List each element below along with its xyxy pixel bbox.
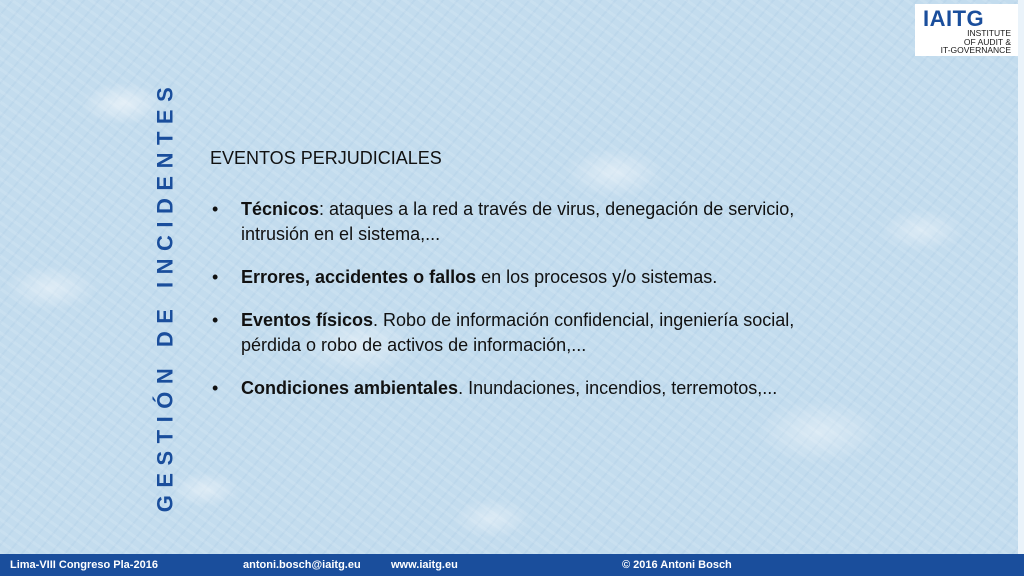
bullet-item-tecnicos bbox=[210, 197, 850, 247]
bullet-icon: • bbox=[212, 310, 219, 330]
footer-website[interactable]: www.iaitg.eu bbox=[391, 559, 458, 571]
logo-subtitle bbox=[941, 29, 1011, 55]
bullet-icon: • bbox=[212, 267, 219, 287]
iaitg-logo bbox=[915, 4, 1018, 56]
logo-line-1: INSTITUTE bbox=[967, 28, 1011, 38]
bullet-bold: Errores, accidentes o fallos bbox=[241, 267, 477, 287]
slide-content bbox=[210, 146, 850, 419]
footer-copyright: © 2016 Antoni Bosch bbox=[622, 559, 732, 571]
bullet-item-condiciones bbox=[210, 376, 850, 401]
bullet-list bbox=[210, 197, 850, 401]
bullet-text: : ataques a la red a través de virus, denegación de servicio, intrusión en el sistema,... bbox=[241, 199, 795, 244]
section-title-text: GESTIÓN DE INCIDENTES bbox=[152, 79, 178, 513]
bullet-bold: Condiciones ambientales bbox=[241, 378, 459, 398]
bullet-item-eventos-fisicos bbox=[210, 308, 850, 358]
bullet-item-errores bbox=[210, 265, 850, 290]
bullet-text: en los procesos y/o sistemas. bbox=[476, 267, 718, 287]
logo-mark: IAITG bbox=[923, 6, 985, 31]
bullet-bold: Técnicos bbox=[241, 199, 320, 219]
bullet-text: . Robo de información confidencial, ingeniería social, pérdida o robo de activos de información,... bbox=[241, 310, 795, 355]
bullet-icon: • bbox=[212, 378, 219, 398]
footer-email[interactable]: antoni.bosch@iaitg.eu bbox=[243, 559, 361, 571]
bullet-bold: Eventos físicos bbox=[241, 310, 374, 330]
bullet-text: . Inundaciones, incendios, terremotos,... bbox=[458, 378, 778, 398]
logo-line-3: IT-GOVERNANCE bbox=[940, 45, 1011, 55]
right-edge-bar bbox=[1018, 0, 1024, 576]
footer-event: Lima-VIII Congreso Pla-2016 bbox=[10, 559, 158, 571]
footer-bar bbox=[0, 554, 1024, 576]
logo-line-2: OF AUDIT & bbox=[963, 36, 1011, 47]
content-heading: EVENTOS PERJUDICIALES bbox=[210, 148, 442, 168]
bullet-icon: • bbox=[212, 199, 219, 219]
vertical-section-title bbox=[143, 79, 187, 513]
